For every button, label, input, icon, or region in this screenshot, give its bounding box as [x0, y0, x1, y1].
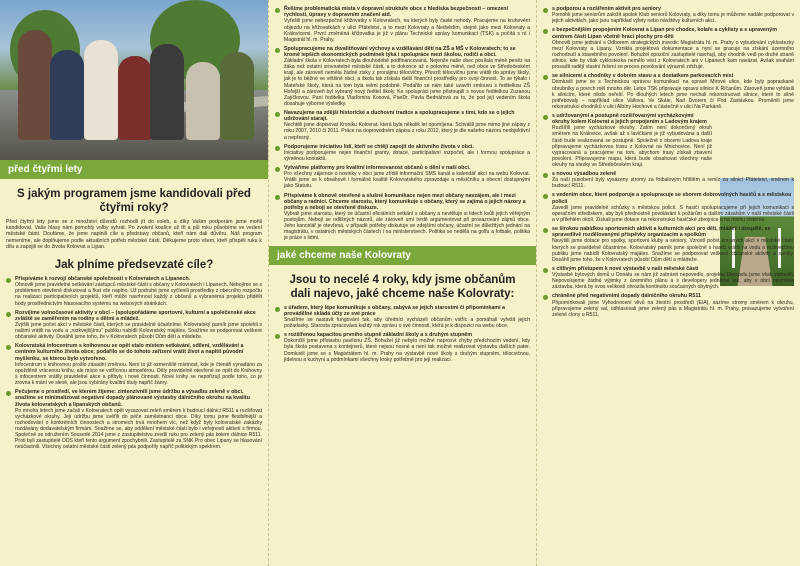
- list-item: s udržovanými a postupně rozšiřovanými vycházkovými okruhy kolem Kolovrat a jejich propojením s Ladovým krajem Rozšířili jsme vycházkové okruhy. Zatím není dokončený okruh směrem na Královice, avšak až s lavičkami je již vybudována a další části bude realizovaná se postupně. Společně s obcemi Ladova kraje připravujeme vycházkovou trasu z Kolovrat na Mnichovice. Není již vypracovaná a pracujeme na tom, abychom trasy získali zbavení povolení. Připravujeme mapu, která bude obsahovat všechny naše okruhy na stezky ve Středočeském kraji.: [543, 113, 794, 168]
- section-band-past: [0, 160, 268, 179]
- list-item: Přispíváme k obnově otevřené a slušné komunikace nejen mezi občany navzájem, ale i mezi občany a radnicí. Chceme starostu, který komunikuje s občany, který se zajímá o jejich názory a potřeby a nebojí se otevřeně diskuze. Vybrali jsme starostu, který se účastní oficiálních setkání s občany a nevtěluje si lidech kvůli jejich věřejným postojům. Nebojí se odlišných názorů, ale zároveň umí tvrdě argumentovat při prosazování zájmů obce. Jeho kancelář je otevřená, v případě potřeby diskutuje se zdejšími občany, účastní se důležitých jednání na magistrátu, v ostatních městských částech i na ministerstvech. Politika se nedělá na golfu a fotbale, politika je práce s lidmi.: [275, 193, 530, 242]
- list-item: s novou výsadbou zeleně Za naši pusobení byly vysázeny stromy za fotbalovým hřištěm a remíz za silnicí Přátelství, směrem k budoucí R511.: [543, 171, 794, 189]
- list-item: Navazujeme na zdější historické a duchovní tradice a spolupracujeme s tímí, kdo se o jejich udržování starají. Nechtěli jsme dopisovat Kroniku Kolovrat, která byla několik let opomíjena. Schválili jsme mimo jiné zápisy z roku 2007, 2010 či 2011. Práce na doprovodném zápisu z roku 2012, který je dle našeho názoru neobjektivní a nepřesný.: [275, 110, 530, 141]
- column-middle: [268, 0, 536, 566]
- list-item: Spolupracujeme na zkvalitňování výchovy a vzdělávání dětí na ZŠ a MŠ v Kolovratech; to se kromě lepších ekonomických podmínek týká i spolupráce mezi školou, rodiči a obcí. Základní škola v Kolovratech byla dlouhodobě podfinancovaná. Nejenže naše obec posílala méně peněz na žáka než ostatní srovnatelné městské části, a to dokonce až o polovinu méně, než obce ve Středočeském kraji, ale zároveň neměla žádné zisky z pronájmu tělocvičny. Převzít tělocvičnu jsme vrátili do správy školy, jak je to běžné ve většině obcí, a škola tak získala další finanční prostředky pro svoji činnost. To se týkalo i Mateřské školy, která na tom byla velmi podobně. Podařilo se nám také uzavřít smlouvu s ředitelkou ZŠ Hořejší a zároveň byl vybraný nový ředitel školy. Ke spolupráci jsme přistoupili s novou ředitelkou Zuzanou Zajíčkovou. Paní ředitelka Vlaďomíra Kosová, PaeDr. Pavla Bednářová za to, že pod její vedením škola dosahuje výborné výsledky.: [275, 46, 530, 107]
- column-right: [536, 0, 800, 566]
- vision-list: [275, 305, 530, 363]
- list-item: Kolovratská infocentrum s knihovnou se opět stalo místem setkávání, sdílení, vzdělávání a centrem kulturního života obce; podařilo se do tohoto zařízení vrátit život a napltit původní myšlenku, se kterou bylo vytvořeno. Infocentrum s knihovnou prošlo zásadní změnou. Není to již ozmenšílé místnost, kde je čtenáři vynadáno za opožděně vrácenou knihu, ale místo se vstřícnou atmosférou. Děly pravidelně otevřené se opět do Knihovny s infocentrem vrátily pravidelné akce a přibyly i nové činnosti. Nové knihy se nepořizují podle toho, co je zrovna k mání ve slevě, ale jsou vybírány kvalitní tituly napříč žánry.: [6, 343, 262, 386]
- intro-paragraph: Před čtyřmi lety jsme se z množství důvodů rozhodli jít do voleb, a díky Vašim podporám jsme mohli kandidovat. Vaše hlasy nám pomohly volby vyhrát. Po zvolení koalice už tři a půl roku působíme ve vedení městské části. Doufáme, že jsme naplnili cíle a představy občanů, kteří nám dali důvěru. Náš program nemeníme, ale doplňujeme podle aktuálních potřeb městské části. Děkujeme proto všem, kteří přispěli ruku k dílu a zapojili se do života Kolovrat a Lipan.: [6, 219, 262, 250]
- list-item: s rozšířenou kapacitou prvního stupně základní školy a s druhým stupněm Dokončili jsme přístavbu pavilonu ZŠ. Bohužel již nebylo možné naprosvt chyby předchozím vedení, kdy byla škola postavena s kontejnerů, které nejsou nosné a není tak možné realizovat výstavbu dalších pater. Domluvili jsme se s Magistrátem hl. m. Prahy na výstavbě nové školy s druhým stupněm, tělocvičnou, jídelnou a kuchyní a podmínkami všechny kroky potřebné pro její realizaci.: [275, 332, 530, 363]
- achievements-list: [275, 6, 530, 242]
- list-item: s citlivým přístupem k nové výstavbě v naší městské části Výstavbě bytových domů u Donátu se nám již zabránit nepovedlo, projektu Ekospolu jsme však zamezili. Nepovolujeme žádné výjimky z územního plánu a s developery jednáme tak, aby v obci nevznikla zástavba, která by svou velikostí ohrozila kontinuitu současných obytných.: [543, 266, 794, 290]
- band-label: jaké chceme naše Kolovraty: [277, 249, 411, 261]
- column-left: [0, 0, 268, 566]
- list-item: se silnicemi a chodníky v dobrém stavu a s dostatkem parkovacích míst Domluvili jsme se s Technickou správou komunikací na opravě Mirové ulice, kde byly popraskané obrubníky a povrch měl mnoho děr. Letos TSK připravuje opravu silnice K Říčanům. Zároveň jsme vyhlásili k silnicím, které nikdo neřeší. Po dlouhých letech jsme nechali rekonstruovat silnice, které to silně potřebovaly – například ulice Vallova, Ve Skále, Nad Dvorem či Pod Zastávkou. Proměnili jsme rekonstrukci chodníků v ulici Albíny Hochové a částečně v ulici Na Parkáně.: [543, 73, 794, 110]
- list-item: Podporujeme iniciativu lidí, kteří se chtějí zapojit do aktivního života v obci. Iniciativy podporujeme nejen finanční granty, dotace, participativní rozpočet, ale i formou spolupráce a výměnou kontaktů.: [275, 144, 530, 162]
- list-item: Přispíváme k rozvoji občanské společnosti v Kolovratech a Lipanech. Obnovili jsme pravidelné setkávání zástupců městské části s občany v Kolovratech i Lipanech. Nebojíme se s problémem otevřeně diskutovat a řkat vše naplno. Už podruhé jsme vyčlenili prostředky z obecního rozpočtu na realizaci participativních projektů, kteří může navrhnout každý z občanů a vybranéma projektu přidělit body prostřednictvím hlasovacího systému na webových stránkách.: [6, 276, 262, 307]
- heading-program: S jakým programem jsme kandidovali před čtyřmi roky?: [17, 188, 251, 214]
- vision-list-continued: [543, 6, 794, 318]
- list-item: Řešíme problematická místa v dopravní struktuře obce z hlediska bezpečnosti – omezení rychlosti, úpravy v dopravním značení atd. Vyřešili jsme nebezpečné křižovatky v Kolovratech, na kterých byly časté nehody. Pracujeme na kruhovém objezdu na křižovatkách v ulici Přátelství, a to mezi Kolovraty a Nedvědím, stejně jako mezi Kolovraty a Královicemi. První změněná křižovatka je již v plánu Technické správy komunikací (TSK) a počítá s ní i Magistrát hl. m. Prahy.: [275, 6, 530, 43]
- list-item: s úřadem, který lépe komunikuje s občany, zabývá se jejich starostmi či připomínkami a provádělné skládá účty ze své práce Snažíme se nastavit fungování tak, aby úředníci vycházeli občanům vstříc a pomáhali vyřešit jejich požadavky. Starosta zpracovává každý rok zprávu o své činnosti, která je k dispozici na webu obce.: [275, 305, 530, 330]
- list-item: Pečujeme o prostředí, ve kterém žijeme: zintenzivnili jsme údržbu a výsadbu zeleně v obci, snažíme se minimalizovat negativní dopady plánované výstavby dálničního okruhu na kvalitu života kolovratských a lipanských občanů. Po mnoha letech jsme začali v Kolovratech opět vysazovat zeleň směrem k budoucí dálnici R511 a rozšiřovat vycházkové okruhy. Její údržbu jsme svěřili do péče zaměstnanci obce. Díky tomu jsme flexibilnější a rozhodování o konkrétních činnostech a stromech trvá mnohem víc, než když byly kolovratské zakázky rozdávány dodavatelským firmám. Snažíme se, aby oddělení městské části bylo i veřejností aktivní s firmou. Společně se sdružením Sousedé 2014 jsme z zastupitelstvu zvedli ruku pro zelený pás kolem dálnice R511. Proti byli zastupitelé ODS kteří tento argument zpochybnili. Zastupitelé za SNK Pro obec Lipany se hlasování neúčastnili. Všechny ostatní městské části zelený pás podpořily napříč politickým spektrem.: [6, 389, 262, 450]
- goals-list: [6, 276, 262, 451]
- list-item: se širokou nabídkou sportovních aktivit a kulturních akcí pro děti, mládež i dospělé, se spravedlivě rozdělovanými příspěvky organizacím a spolkům Navýšili jsme dotace pro spolky, sportovní kluby a seniory. Vzrostl počet konaných akcí v městské části, kterých se pravidelně účastníme. Kolovratský parník jsme společně s hasiči vrátili na vodu a rozkvejšímu publiku jsme nabídli Kolovratský majáles. Snažíme se podporovat veškeré občanské aktivity a spolky. Dosáhli jsme toho, že v Kolovratech působí Dům dětí a mládeže.: [543, 226, 794, 263]
- section-band-vision: [269, 246, 536, 265]
- list-item: s vedením obce, které podporuje a spolupracuje se sborem dobrovolných hasičů a s městskou policií Zavedli jsme pravidelné schůzky s městskou policií. S hasiči spolupracujeme při jejich komunikaci s operačním střediskem, aby byli přednostně povoláváni k požárům a dalším zásahům v naší městské části a v přilehlém okolí. Získali jsme dotace na rekonstrukci hasičské zbrojnice a na novou cisternu.: [543, 192, 794, 223]
- list-item: Rozvíjíme volnočasové aktivity v obci – (spolupořádáme sportovní, kulturní a společenské akce zvláště se zaměřením na rodiny s dětmi a mládež. Zvýšili jsme počet akcí v městské části, kterých se pravidelně účastníme. Kolovratský parník jsme spolehli s našimi vrátili na vodu a „rozkvejšíjímu" publiku nabídli Kolovratský majáles. Snažíme se podporovat veškeré občanské aktivity. Dosáhli jsme toho, že v Kolovratech působí Dům dětí a mládeže.: [6, 310, 262, 341]
- heading-vision: Jsou to necelé 4 roky, kdy jsme občanům dali najevo, jaké chceme naše Kolovraty:: [289, 273, 516, 300]
- band-label: před čtyřmi lety: [8, 164, 83, 175]
- list-item: s podporou a rozšířením aktivit pro seniory Pomohli jsme seniorům založit spolek Klub seniorů Kolovraty, a díky tomu je můžeme nadále podporovat v jejich aktivitách, jako jsou například výlety nebo návštěvy kulturních akcí.: [543, 6, 794, 24]
- list-item: Vytváříme platformy pro kvalitní informovanost občanů o dění v naší obci. Pro všechny zájemce o novinky v obci jsme zřídili informační SMS kanál a kalendář akcí na webu Kolovrat. Vrátili jsme se k obsahově i formálně kvalitě Kolovratského zpravodaje a měsíčníku a obecní dostupnými jako Statutu.: [275, 165, 530, 189]
- list-item: s bezpečnějším propojením Kolovrat a Lipan pro chodce, kolaře a cyklisty a s upraveným centrem části Lipan včetně hrací plochy pro děti Obnovili jsme jednání s Odborem strategických investic Magistrátu hl. m. Prahy o vybudování cyklostezky mezi Kolovraty a Lipany. Vznikla projektová dokumentace a nyní se pracuje na získání územního rozhodnutí a stavebního povolení. Bohužel opoziční zastupitelé navrhují, aby chodník vedl po druhé straně silnice, kde by však cyklostezka nemělo vést z Kolovratech ani v Lipanech kam navázat. Avšak snahám prosadit radějí vlastní řešení se proces povolování výrazně zdržuje.: [543, 27, 794, 70]
- list-item: chráněné před negativními dopady dálničního okruhu R511 Připomínkovali jsme Vyhodnocení vlivů na životní prostředí (EIA), sázíme stromy směrem k okruhu, připravujeme zelený val, odhlasovali jsme zelený pás a Magistrátu hl. m. Prahy, prosazujeme vytvoření zelené clony u R511.: [543, 293, 794, 317]
- heading-goals: Jak plníme předsevzaté cíle?: [54, 259, 214, 272]
- event-photo: [0, 0, 268, 160]
